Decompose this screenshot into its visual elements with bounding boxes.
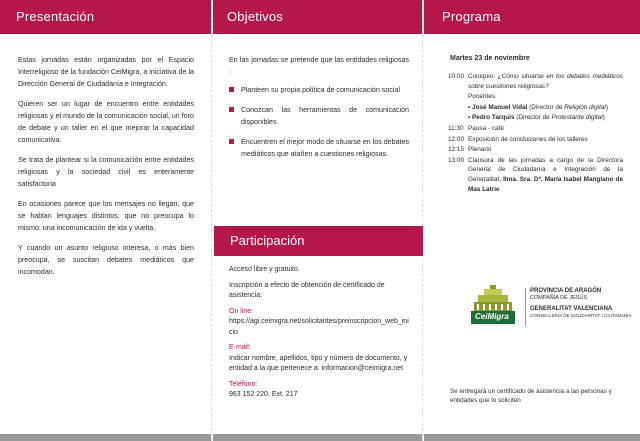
bullet-icon [229,139,234,144]
online-label: On line: [229,307,254,315]
programa-header: Programa [424,0,640,34]
ceimigra-logo-text: CeiMigra [475,312,509,321]
participacion-header: Participación [214,226,423,256]
presentacion-header: Presentación [0,0,211,34]
phone-text: 963 152 220. Ext. 217 [229,391,298,398]
email-label: E-mail: [229,344,251,351]
program-schedule [448,72,623,195]
schedule-row: 13:00 Clausura de las jornadas a cargo de la Directora General de Ciudadanía e Integración de la Generalitat, Ilma. Sra. Dª. María Isabel Manglano de Mas Latrie [448,156,623,193]
objetivos-intro: En las jornadas se pretende que las entidades religiosas : [229,56,409,76]
logos [468,284,633,330]
schedule-row: 10:00 Coloquio: ¿Cómo situarse en los debates mediáticos sobre cuestiones religiosas? [448,73,623,90]
speaker-row: • Pedro Tarquis (Director de Protestante digital) [468,114,605,122]
paragraph: Quieren ser un lugar de encuentro entre entidades religiosas y el mundo de la comunicación social, un foro de debate y un taller en el que mejorar la capacidad comunicativa. [18,100,194,144]
list-item: Encuentren el mejor modo de situarse en los debates mediáticos que atañen a cuestiones religiosas. [229,136,409,160]
schedule-row: 12:00 Exposición de conclusiones de los talleres [448,135,588,143]
bottom-bar [213,434,422,441]
bullet-icon [229,107,234,112]
paragraph: Y cuando un asunto religioso interesa, o más bien preocupa, se suscitan debates mediáticos que incomodan. [18,244,194,276]
bottom-bar [0,434,211,441]
ceimigra-logo-icon [468,284,518,328]
schedule-row: 11:30 Pausa - café [448,124,504,132]
schedule-row: 12:15 Plenario [448,146,492,154]
bottom-bar [424,434,640,441]
generalitat-logo: GENERALITAT VALENCIANA CONSELLERIA DE SOLIDARITAT I CIUTADANIA [530,306,632,318]
bullet-icon [229,87,234,92]
objetivos-header: Objetivos [213,0,422,34]
certificate-note: Se entregará un certificado de asistencia a las personas y entidades que lo soliciten [450,388,612,404]
logo-divider [525,288,526,326]
paragraph: Se trata de plantear si la comunicación entre entidades religiosas y la sociedad civil es enteramente satisfactoria [18,156,194,188]
email-text[interactable]: Indicar nombre, apellidos, tipo y número de documento, y entidad a la que pertenece a: informacion@ceimigra.net [229,354,408,372]
certificate-text: Inscripción a efecto de obtención de certificado de asistencia: [229,281,385,299]
presentacion-body [18,54,194,286]
list-item: Planteen su propia política de comunicación social [229,84,409,96]
objetivos-list [229,84,409,168]
list-item: Conozcan las herramientas de comunicación disponibles [229,104,409,128]
phone-label: Teléfono: [229,380,258,388]
speaker-row: • José Manuel Vidal (Director de Religión digital) [468,103,608,111]
paragraph: Estas jornadas están organizadas por el Espacio Interreligioso de la fundación CeiMigra, a iniciativa de la Dirección General de Ciudadanía e Integración. [18,56,194,88]
paragraph: En ocasiones parece que los mensajes no llegan, que se hablan lenguajes distintos, que no preocupa lo mismo: una incomunicación de ida y vuelta. [18,200,194,232]
schedule-row: Ponentes: [468,93,497,101]
province-logo: PROVINCIA DE ARAGÓN COMPAÑÍA DE JESÚS [530,288,602,301]
column-programa [424,0,640,441]
access-text: Acceso libre y gratuito. [229,266,300,273]
program-date: Martes 23 de noviembre [450,55,530,62]
participacion-body [229,265,409,406]
online-url[interactable]: https://agi.ceimigra.net/solicitantes/preinscripcion_web_inicio [229,318,409,336]
